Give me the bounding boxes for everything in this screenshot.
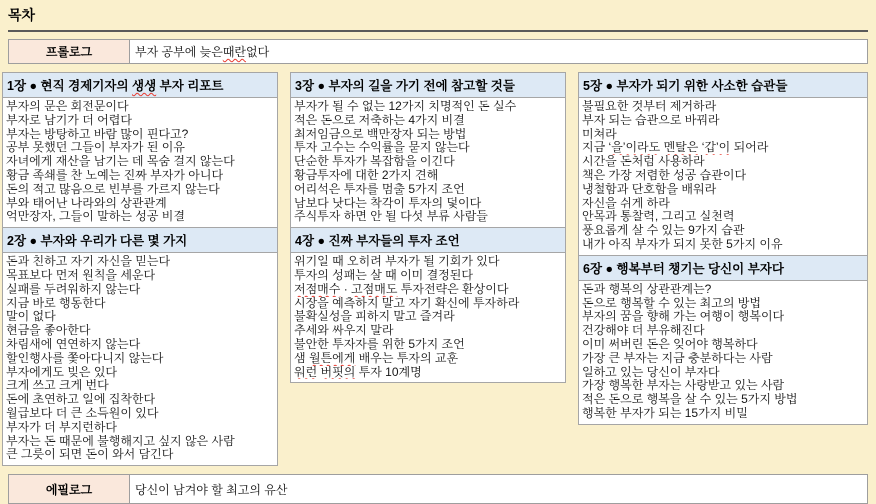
- toc-item: 풍요롭게 살 수 있는 9가지 습관: [582, 224, 745, 238]
- toc-item: 억만장자, 그들이 말하는 성공 비결: [6, 210, 185, 224]
- toc-item: 어리석은 투자를 멈출 5가지 조언: [294, 182, 465, 196]
- toc-item: 미쳐라: [582, 127, 617, 141]
- toc-item: 부자로 남기가 더 어렵다: [6, 113, 132, 127]
- toc-column-2: [290, 72, 566, 383]
- toc-item: 시장을 예측하지 말고 자기 확신에 투자하라: [294, 296, 520, 310]
- toc-item: 황금 족쇄를 찬 노예는 진짜 부자가 아니다: [6, 168, 224, 182]
- toc-item: 부자 되는 습관으로 바꿔라: [582, 113, 720, 127]
- toc-item: 월급보다 더 큰 소득원이 있다: [6, 406, 159, 420]
- toc-item: 부자가 될 수 없는 12가지 치명적인 돈 실수: [294, 100, 517, 113]
- toc-item: 건강해야 더 부유해진다: [582, 324, 705, 338]
- toc-item: 실패를 두려워하지 않는다: [6, 282, 141, 296]
- toc-item: 워런 버핏의 투자 10계명: [294, 365, 422, 379]
- toc-item: 위기일 때 오히려 부자가 될 기회가 있다: [294, 255, 500, 269]
- spellcheck-wavy-underline: 저점매수: [294, 282, 341, 296]
- epilogue-text: 당신이 남겨야 할 최고의 유산: [135, 482, 288, 497]
- section-items-ch6: [579, 281, 867, 424]
- section-ch2: [3, 227, 277, 465]
- section-ch5: [579, 73, 867, 255]
- toc-item: 불필요한 것부터 제거하라: [582, 100, 717, 113]
- toc-item: 차림새에 연연하지 않는다: [6, 337, 141, 351]
- spellcheck-wavy-underline: ‘을’이라도: [608, 141, 661, 155]
- section-items-ch2: [3, 253, 277, 465]
- spellcheck-wavy-underline: 고점매도: [351, 282, 398, 296]
- spellcheck-wavy-underline: 때란: [222, 45, 247, 59]
- spellcheck-wavy-underline: 멘탈은: [663, 141, 699, 155]
- section-ch6: [579, 255, 867, 424]
- toc-item: 단순한 투자가 복잡함을 이긴다: [294, 155, 455, 169]
- toc-item: 책은 가장 저렴한 성공 습관이다: [582, 168, 747, 182]
- spellcheck-wavy-underline: 버핏의: [320, 365, 356, 379]
- title-divider: [8, 30, 868, 32]
- toc-item: 큰 그릇이 되면 돈이 와서 담긴다: [6, 448, 174, 462]
- toc-columns: [2, 72, 868, 466]
- page-title: 목차: [8, 7, 36, 23]
- toc-item: 지금 ‘을’이라도 멘탈은 ‘갑’이 되어라: [582, 141, 769, 155]
- spellcheck-wavy-underline: 워런: [294, 365, 318, 379]
- toc-item: 내가 아직 부자가 되지 못한 5가지 이유: [582, 237, 783, 251]
- toc-column-3: [578, 72, 868, 425]
- toc-item: 이미 써버린 돈은 잊어야 행복하다: [582, 337, 758, 351]
- toc-item: 적은 돈으로 행복을 살 수 있는 5가지 방법: [582, 393, 798, 407]
- toc-item: 남보다 낫다는 착각이 투자의 덫이다: [294, 196, 482, 210]
- toc-item: 적은 돈으로 저축하는 4가지 비결: [294, 113, 465, 127]
- spellcheck-wavy-underline: 월튼에게: [308, 351, 356, 365]
- toc-item: 목표보다 먼저 원칙을 세운다: [6, 268, 156, 282]
- section-title-ch2: 2장 ● 부자와 우리가 다른 몇 가지: [3, 227, 277, 253]
- toc-item: 할인행사를 쫓아다니지 않는다: [6, 351, 164, 365]
- toc-item: 부자에게도 빚은 있다: [6, 365, 117, 379]
- epilogue-row: [8, 474, 868, 504]
- toc-item: 투자 고수는 수익률을 묻지 않는다: [294, 141, 470, 155]
- toc-item: 현금을 좋아한다: [6, 324, 91, 338]
- toc-item: 자녀에게 재산을 남기는 데 목숨 걸지 않는다: [6, 155, 235, 169]
- toc-item: 행복한 부자가 되는 15가지 비밀: [582, 406, 748, 420]
- spellcheck-wavy-underline: 생생: [132, 79, 157, 93]
- toc-item: 크게 쓰고 크게 번다: [6, 379, 109, 393]
- toc-item: 가장 큰 부자는 지금 충분하다는 사람: [582, 351, 773, 365]
- section-title-ch1: 1장 ● 현직 경제기자의 생생 부자 리포트: [3, 73, 277, 98]
- toc-item: 지금 바로 행동한다: [6, 296, 106, 310]
- toc-item: 불안한 투자자를 위한 5가지 조언: [294, 337, 465, 351]
- toc-item: 황금투자에 대한 2가지 견해: [294, 168, 439, 182]
- toc-item: 돈과 행복의 상관관계는?: [582, 282, 712, 296]
- section-ch3: [291, 73, 565, 227]
- section-items-ch4: [291, 253, 565, 382]
- toc-item: 가장 행복한 부자는 사랑받고 있는 사람: [582, 379, 785, 393]
- toc-item: 부자는 방탕하고 바람 많이 핀다고?: [6, 127, 189, 141]
- toc-item: 부자가 더 부지런하다: [6, 420, 117, 434]
- toc-item: 돈으로 행복할 수 있는 최고의 방법: [582, 296, 761, 310]
- toc-item: 부자의 꿈을 향해 가는 여행이 행복이다: [582, 310, 785, 324]
- toc-item: 부자는 돈 때문에 불행해지고 싶지 않은 사람: [6, 434, 235, 448]
- toc-item: 부자의 문은 회전문이다: [6, 100, 129, 113]
- toc-column-1: [2, 72, 278, 466]
- section-ch4: [291, 227, 565, 382]
- toc-item: 부와 태어난 나라와의 상관관계: [6, 196, 167, 210]
- toc-item: 자신을 쉬게 하라: [582, 196, 670, 210]
- toc-item: 추세와 싸우지 말라: [294, 324, 394, 338]
- toc-item: 투자의 성패는 살 때 이미 결정된다: [294, 268, 473, 282]
- section-title-ch6: 6장 ● 행복부터 챙기는 당신이 부자다: [579, 255, 867, 281]
- section-title-ch4: 4장 ● 진짜 부자들의 투자 조언: [291, 227, 565, 253]
- section-title-ch5: 5장 ● 부자가 되기 위한 사소한 습관들: [579, 73, 867, 98]
- toc-item: 안목과 통찰력, 그리고 실천력: [582, 210, 735, 224]
- toc-item: 저점매수 · 고점매도 투자전략은 환상이다: [294, 282, 509, 296]
- section-items-ch1: [3, 98, 277, 227]
- section-items-ch5: [579, 98, 867, 255]
- toc-item: 돈의 적고 많음으로 빈부를 가르지 않는다: [6, 182, 220, 196]
- toc-item: 돈에 초연하고 일에 집착한다: [6, 393, 156, 407]
- prologue-label: 프롤로그: [9, 40, 130, 63]
- toc-item: 샘 월튼에게 배우는 투자의 교훈: [294, 351, 459, 365]
- section-items-ch3: [291, 98, 565, 227]
- toc-item: 최저임금으로 백만장자 되는 방법: [294, 127, 467, 141]
- spellcheck-wavy-underline: ‘갑’이: [701, 141, 731, 155]
- toc-item: 공부 못했던 그들이 부자가 된 이유: [6, 141, 185, 155]
- toc-page: [0, 5, 876, 504]
- prologue-text: 부자 공부에 늦은 때란 없다: [135, 45, 270, 59]
- toc-item: 일하고 있는 당신이 부자다: [582, 365, 720, 379]
- section-title-ch3: 3장 ● 부자의 길을 가기 전에 참고할 것들: [291, 73, 565, 98]
- epilogue-label: 에필로그: [9, 475, 130, 503]
- toc-item: 말이 없다: [6, 310, 56, 324]
- section-ch1: [3, 73, 277, 227]
- prologue-row: [8, 39, 868, 64]
- toc-item: 주식투자 하면 안 될 다섯 부류 사람들: [294, 210, 488, 224]
- toc-item: 시간을 돈처럼 사용하라: [582, 155, 705, 169]
- toc-item: 불확실성을 피하지 말고 즐겨라: [294, 310, 455, 324]
- toc-item: 냉철함과 단호함을 배워라: [582, 182, 717, 196]
- toc-item: 돈과 친하고 자기 자신을 믿는다: [6, 255, 171, 269]
